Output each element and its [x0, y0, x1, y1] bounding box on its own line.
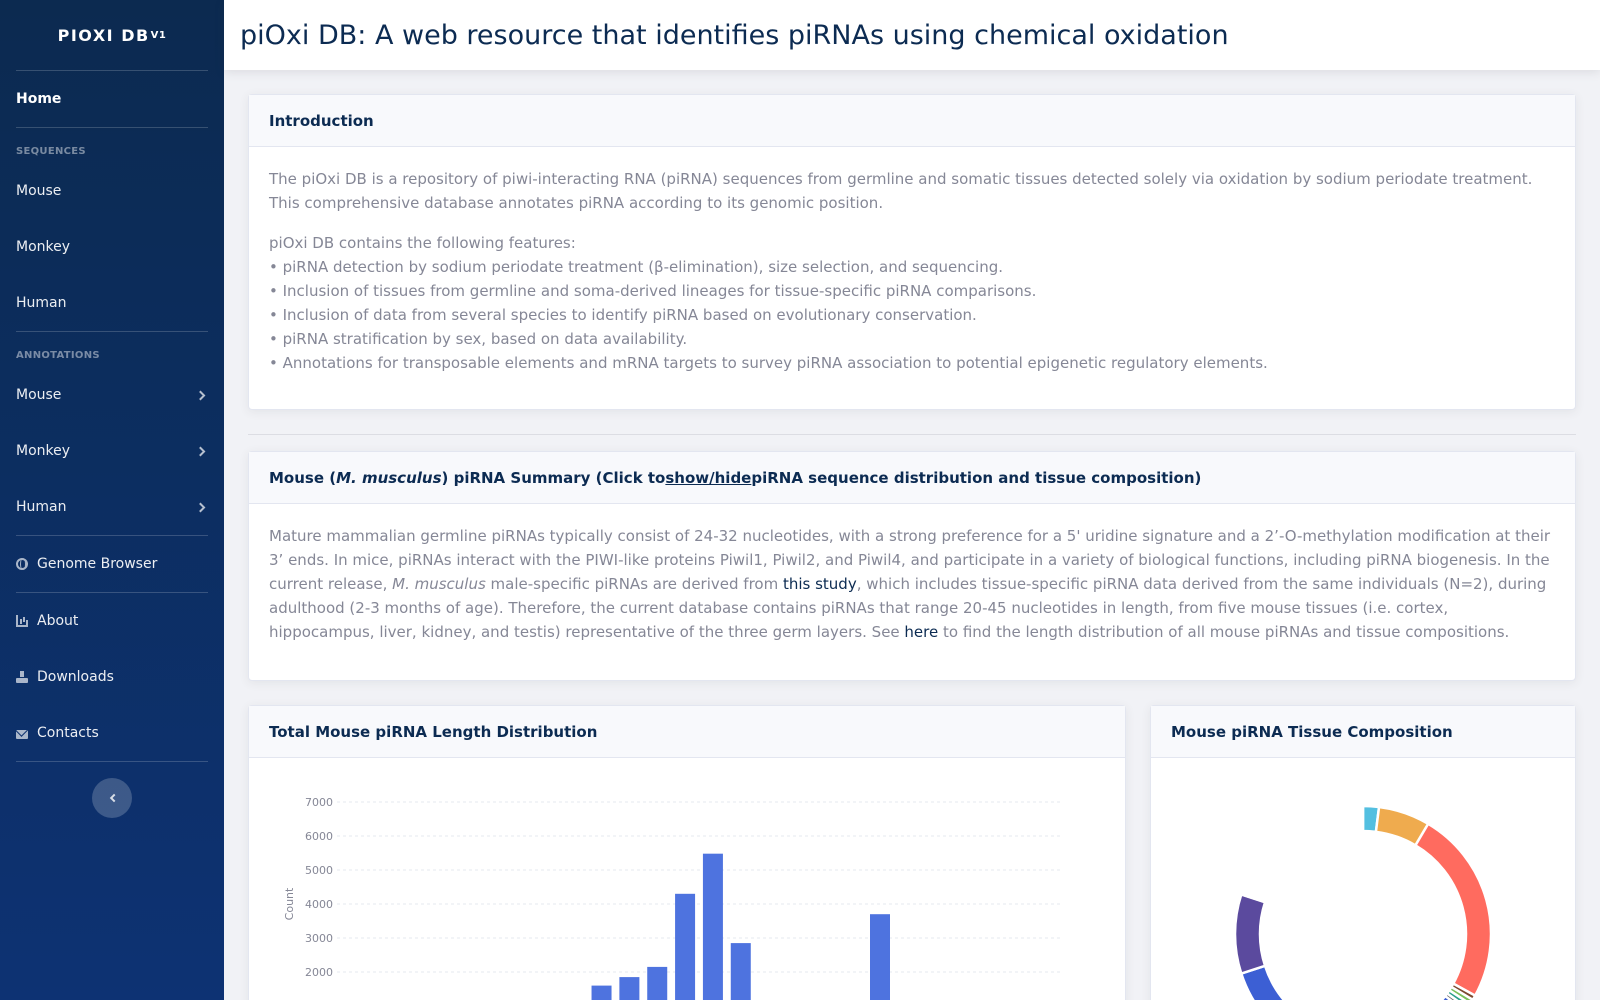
tissue-composition-body	[1151, 758, 1575, 1000]
sidebar-item-label: Mouse	[16, 183, 62, 199]
summary-card-body	[249, 504, 1575, 680]
sidebar	[0, 0, 224, 1000]
main-content	[248, 94, 1576, 1000]
summary-text: , which includes tissue-specific piRNA data derived from the same individuals (N=2), during adulthood (2-3 months of age). Therefore, the current database contains piRNAs that range 20-45 nucleotides in length, from five mouse tissues (i.e. cortex, hippocampus, liver, kidney, and testis) representative of the three germ layers. See	[269, 575, 1547, 641]
tissue-composition-title: Mouse piRNA Tissue Composition	[1151, 706, 1575, 758]
sidebar-heading-sequences: SEQUENCES	[16, 146, 86, 157]
sidebar-item-genome-browser[interactable]	[0, 536, 224, 592]
sidebar-item-annotations-human[interactable]	[0, 479, 224, 535]
sidebar-item-label: Human	[16, 295, 67, 311]
pie-slice[interactable]	[1235, 894, 1265, 973]
here-link[interactable]: here	[904, 623, 939, 641]
bar[interactable]	[703, 854, 723, 1000]
chevron-left-icon	[109, 794, 117, 802]
sidebar-heading-annotations: ANNOTATIONS	[16, 350, 100, 361]
area-chart-icon	[16, 615, 28, 627]
bar[interactable]	[592, 986, 612, 1000]
pie-slice[interactable]	[1241, 806, 1363, 902]
y-tick-label: 7000	[305, 796, 333, 809]
sidebar-item-label: Human	[16, 499, 67, 515]
brand-name: PIOXI DB	[57, 25, 150, 45]
topbar	[224, 0, 1600, 70]
sidebar-item-label: Downloads	[37, 669, 114, 685]
sidebar-item-home[interactable]	[0, 71, 224, 127]
summary-title-text: piRNA sequence distribution and tissue composition)	[751, 468, 1202, 487]
intro-paragraph: The piOxi DB is a repository of piwi-interacting RNA (piRNA) sequences from germline and somatic tissues detected solely via oxidation by sodium periodate treatment. This comprehensive database annotates piRNA according to its genomic position.	[269, 170, 1533, 212]
page-title: piOxi DB: A web resource that identifies piRNAs using chemical oxidation	[240, 19, 1229, 51]
summary-paragraph	[269, 524, 1555, 644]
sidebar-item-about[interactable]	[0, 593, 224, 649]
sidebar-item-annotations-monkey[interactable]	[0, 423, 224, 479]
sidebar-toggle-button[interactable]	[92, 778, 132, 818]
show-hide-link[interactable]: show/hide	[665, 468, 752, 487]
summary-text: to find the length distribution of all mouse piRNAs and tissue compositions.	[938, 623, 1510, 641]
sidebar-item-label: Monkey	[16, 443, 71, 459]
summary-title-text: Mouse (	[269, 468, 337, 487]
feature-item: • Inclusion of data from several species to identify piRNA based on evolutionary conservation.	[269, 306, 977, 324]
length-distribution-card	[248, 705, 1126, 1000]
summary-text: Mature mammalian germline piRNAs typically consist of 24-32 nucleotides, with a strong preference for a 5' uridine signature and a 2’-O-methylation modification at their 3’ ends. In mice, piRNAs interact with the PIWI-like proteins Piwil1, Piwil2, and Piwil4, and participate in a variety of biological functions, including piRNA biogenesis. In the current release,	[269, 527, 1551, 593]
y-tick-label: 6000	[305, 830, 333, 843]
summary-card	[248, 451, 1576, 681]
sidebar-item-contacts[interactable]	[0, 705, 224, 761]
envelope-icon	[16, 730, 28, 739]
section-divider	[248, 434, 1576, 435]
chevron-right-icon	[196, 390, 206, 400]
summary-title-species: M. musculus	[336, 468, 442, 487]
feature-item: • piRNA detection by sodium periodate treatment (β-elimination), size selection, and sequencing.	[269, 258, 1004, 276]
sidebar-item-annotations-mouse[interactable]	[0, 367, 224, 423]
tissue-composition-chart	[1151, 758, 1575, 1000]
bar[interactable]	[619, 977, 639, 1000]
sidebar-item-label: Home	[16, 91, 62, 107]
download-icon	[16, 671, 28, 683]
summary-text: male-specific piRNAs are derived from	[485, 575, 783, 593]
sidebar-item-label: Contacts	[37, 725, 99, 741]
tissue-composition-card	[1150, 705, 1576, 1000]
features-lead: piOxi DB contains the following features:	[269, 234, 576, 252]
y-tick-label: 5000	[305, 864, 333, 877]
sidebar-item-sequences-human[interactable]	[0, 275, 224, 331]
sidebar-item-label: Monkey	[16, 239, 71, 255]
sidebar-item-sequences-monkey[interactable]	[0, 219, 224, 275]
y-tick-label: 2000	[305, 966, 333, 979]
brand-logo[interactable]	[0, 0, 224, 70]
length-distribution-title: Total Mouse piRNA Length Distribution	[249, 706, 1125, 758]
feature-item: • Inclusion of tissues from germline and soma-derived lineages for tissue-specific piRNA comparisons.	[269, 282, 1037, 300]
y-tick-label: 3000	[305, 932, 333, 945]
charts-row	[248, 705, 1576, 1000]
this-study-link[interactable]: this study	[782, 575, 857, 593]
features-list	[269, 231, 1555, 375]
feature-item: • Annotations for transposable elements and mRNA targets to survey piRNA association to potential epigenetic regulatory elements.	[269, 354, 1268, 372]
sidebar-item-sequences-mouse[interactable]	[0, 163, 224, 219]
globe-icon	[16, 558, 28, 570]
intro-card	[248, 94, 1576, 410]
summary-card-title	[249, 452, 1575, 504]
pie-slice[interactable]	[1415, 824, 1491, 996]
bar[interactable]	[870, 914, 890, 1000]
sidebar-item-label: Genome Browser	[37, 556, 158, 572]
bar[interactable]	[731, 943, 751, 1000]
intro-card-title: Introduction	[249, 95, 1575, 147]
y-axis-label: Count	[283, 887, 296, 921]
sidebar-divider	[16, 761, 208, 762]
y-tick-label: 4000	[305, 898, 333, 911]
chevron-right-icon	[196, 502, 206, 512]
summary-title-text: ) piRNA Summary (Click to	[441, 468, 666, 487]
length-distribution-body	[249, 758, 1125, 1000]
summary-species: M. musculus	[392, 575, 486, 593]
brand-version: V1	[150, 29, 167, 41]
chevron-right-icon	[196, 446, 206, 456]
pie-slice[interactable]	[1241, 966, 1465, 1000]
feature-item: • piRNA stratification by sex, based on data availability.	[269, 330, 688, 348]
sidebar-item-downloads[interactable]	[0, 649, 224, 705]
bar[interactable]	[647, 967, 667, 1000]
intro-card-body	[249, 147, 1575, 409]
sidebar-item-label: Mouse	[16, 387, 62, 403]
sidebar-item-label: About	[37, 613, 79, 629]
bar[interactable]	[675, 894, 695, 1000]
length-distribution-chart	[249, 758, 1125, 1000]
